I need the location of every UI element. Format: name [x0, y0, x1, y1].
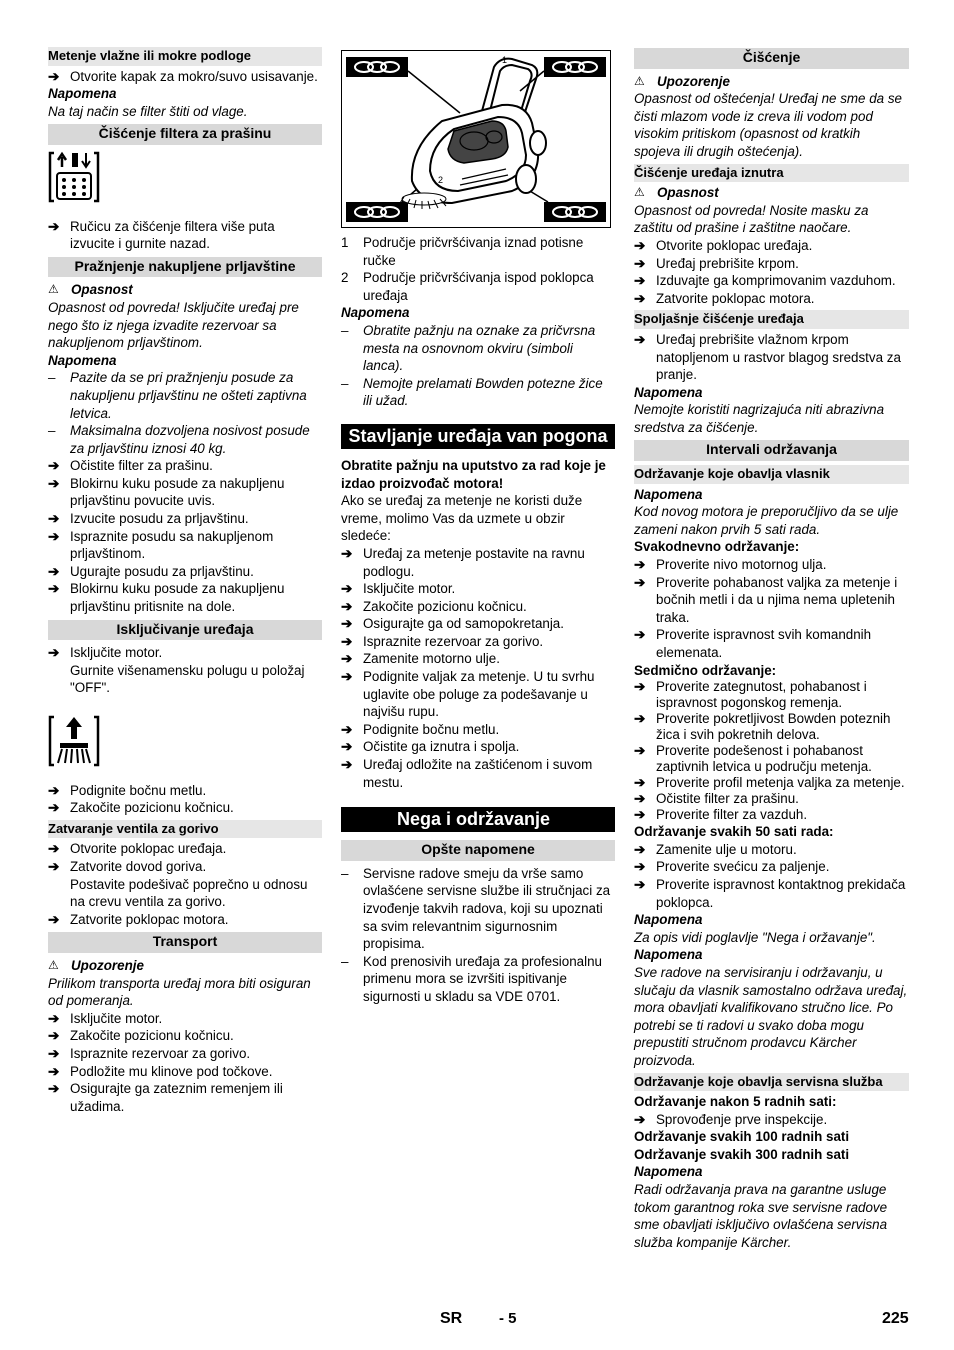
danger-text: Opasnost od povreda! Isključite uređaj pre nego što iz njega izvadite rezervoar sa nakupljenom prljavštinom. — [48, 299, 299, 351]
note-text: Nemojte koristiti nagrizajuća niti abrazivna sredstva za čišćenje. — [634, 402, 885, 435]
arrow-icon: ➔ — [634, 273, 646, 289]
column-right: Čišćenje ⚠ Upozorenje Opasnost od oštećenja! Uređaj ne sme da se čisti mlazom vode iz creva ili vodom pod visokim pritiskom (opasnost od kratkih spojeva ili drugih oštećenja). Čišćenje uređaja iznutra ⚠ Opasnost Opasnost od povreda! Nosite masku za zaštitu od prašine i zaštitne naočare. ➔ Otvorite poklopac uređaja. ➔ Uređaj prebrišite krpom. ➔ Izduvajte ga komprimovanim vazduhom. ➔ Zatvorite poklopac motora. Spoljašnje čišćenje uređaja ➔ Uređaj prebrišite vlažnom krpom natopljenom u rastvor blagog sredstva za pranje. Napomena Nemojte koristiti nagrizajuća niti abrazivna sredstva za čišćenje. Intervali održavanja Održavanje koje obavlja vlasnik Napomena Kod novog motora je preporučljivo da se ulje zameni nakon prvih 5 sati rada. Svakodnevno održavanje: ➔ Proverite nivo motornog ulja. ➔ Proverite pohabanost valjka za metenje i bočnih metli i da u njima nema upletenih traka. ➔ Proverite ispravnost svih komandnih elemenata. Sedmično održavanje: ➔ Proverite zategnutost, pohabanost i ispravnost pogonskog remenja. ➔ Proverite pokretljivost Bowden poteznih žica i svih pokretnih delova. ➔ Proverite podešenost i pohabanost zaptivnih letvica u području metenja. ➔ Proverite profil metenja valjka za metenje. ➔ Očistite filter za prašinu. ➔ Proverite filter za vazduh. Održavanje svakih 50 sati rada: ➔ Zamenite ulje u motoru. ➔ Proverite svećicu za paljenje. ➔ Proverite ispravnost kontaktnog prekidača poklopca. Napomena Za opis vidi poglavlje "Nega i oržavanje". Napomena Sve radove na servisiranju i održavanju, u slučaju da vlasnik samostalno održava uređaj, mora obavljati kvalifikovano stručno lice. Po potrebi se ti radovi u svako doba mogu prepustiti stručnom prodavcu Kärcher proizvoda. Održavanje koje obavlja servisna služba Održavanje nakon 5 radnih sati: ➔ Sprovođenje prve inspekcije. Održavanje svakih 100 radnih sati Održavanje svakih 300 radnih sati Napomena Radi održavanja prava na garantne usluge tokom garantnog roka sve servisne radove sme obavljati isključivo ovlašćena servisna služba kompanije Kärcher. — [634, 49, 908, 1250]
note-label: Napomena — [48, 352, 117, 368]
step: ➔ Otvorite poklopac uređaja. — [48, 841, 227, 857]
step: ➔ Očistite filter za prašinu. — [48, 458, 213, 474]
step: ➔ Proverite ispravnost kontaktnog prekidača poklopca. — [634, 876, 906, 910]
step: ➔ Proverite ispravnost svih komandnih elemenata. — [634, 627, 872, 660]
step: ➔ Uređaj prebrišite krpom. — [634, 255, 799, 271]
arrow-icon: ➔ — [634, 791, 646, 807]
dash-item: – Maksimalna dozvoljena nosivost posude za prljavštinu iznosi 40 kg. — [48, 423, 310, 456]
note-text: Za opis vidi poglavlje "Nega i oržavanje". — [634, 929, 876, 945]
note-label: Napomena — [634, 947, 703, 963]
step: ➔ Isključite motor. — [48, 1010, 163, 1026]
arrow-icon: ➔ — [48, 511, 60, 527]
step: ➔ Proverite zategnutost, pohabanost i ispravnost pogonskog remenja. — [634, 679, 867, 711]
step: ➔ Zamenite motorno ulje. — [341, 651, 500, 667]
note-label: Napomena — [341, 305, 410, 321]
step: ➔ Blokirnu kuku posude za nakupljenu prljavštinu pritisnite na dole. — [48, 581, 285, 615]
arrow-icon: ➔ — [48, 1063, 60, 1079]
section-title: Čišćenje uređaja iznutra — [634, 164, 909, 183]
note-label: Napomena — [48, 86, 117, 102]
section-title: Zatvaranje ventila za gorivo — [48, 820, 322, 839]
arrow-icon: ➔ — [634, 841, 646, 857]
section-title: Održavanje koje obavlja servisna služba — [634, 1073, 909, 1092]
section-title: Transport — [48, 932, 322, 953]
dash-item: – Obratite pažnju na oznake za pričvrsna mesta na osnovnom okviru (simboli lanca). — [341, 322, 596, 374]
legend-item: 1 Područje pričvršćivanja iznad potisne ručke — [341, 235, 584, 268]
step: ➔ Podignite valjak za metenje. U tu svrhu uglavite obe poluge za podešavanje u najvišu rupu. — [341, 669, 595, 720]
step: ➔ Proverite pohabanost valjka za metenje i bočnih metli i da u njima nema upletenih traka. — [634, 574, 898, 625]
dash-item: – Pazite da se pri pražnjenju posude za nakupljenu prljavštinu ne ošteti zaptivna letvica. — [48, 370, 307, 421]
arrow-icon: ➔ — [634, 859, 646, 875]
step: ➔ Zakočite pozicionu kočnicu. — [341, 598, 527, 614]
group-label: Održavanje svakih 300 radnih sati — [634, 1146, 850, 1162]
step: ➔ Proverite profil metenja valjka za metenje. — [634, 775, 905, 791]
intro-text: Ako se uređaj za metenje ne koristi duže vreme, molimo Vas da uzmete u obzir sledeće: — [341, 493, 583, 544]
step: ➔ Isključite motor. — [341, 581, 456, 597]
note-label: Napomena — [634, 912, 703, 928]
step: ➔ Očistite ga iznutra i spolja. — [341, 739, 520, 755]
section-title: Opšte napomene — [341, 840, 615, 861]
arrow-icon: ➔ — [634, 331, 646, 347]
group-label: Sedmično održavanje: — [634, 662, 777, 678]
step: ➔ Ispraznite posudu sa nakupljenom prljavštinom. — [48, 528, 274, 562]
step: ➔ Izvucite posudu za prljavštinu. — [48, 511, 249, 527]
step: ➔ Isključite motor. — [48, 645, 163, 661]
group-label: Održavanje svakih 50 sati rada: — [634, 824, 834, 840]
step: ➔ Proverite filter za vazduh. — [634, 807, 808, 823]
dash-item: – Nemojte prelamati Bowden potezne žice ili užad. — [341, 375, 603, 409]
note-text: Radi održavanja prava na garantne usluge tokom garantnog roka sve servisne radove sme obavljati isključivo ovlašćena servisna služba kompanije Kärcher. — [634, 1182, 888, 1250]
arrow-icon: ➔ — [48, 458, 60, 474]
step: ➔ Ugurajte posudu za prljavštinu. — [48, 563, 254, 579]
sweeper-figure — [341, 50, 611, 228]
arrow-icon: ➔ — [48, 1045, 60, 1061]
section-title: Održavanje koje obavlja vlasnik — [634, 465, 909, 484]
arrow-icon: ➔ — [48, 800, 60, 816]
intro-bold: Obratite pažnju na uputstvo za rad koje je izdao proizvođač motora! — [341, 457, 606, 491]
arrow-icon: ➔ — [48, 1010, 60, 1026]
arrow-icon: ➔ — [634, 627, 646, 643]
arrow-icon: ➔ — [634, 743, 646, 759]
arrow-icon: ➔ — [48, 218, 60, 234]
warning-text: Prilikom transporta uređaj mora biti osiguran od pomeranja. — [48, 975, 311, 1009]
filter-cleaning-icon — [48, 149, 322, 210]
column-middle — [341, 44, 615, 1006]
arrow-icon: ➔ — [48, 563, 60, 579]
arrow-icon: ➔ — [48, 1081, 60, 1097]
step: ➔ Uređaj odložite na zaštićenom i suvom mestu. — [341, 757, 593, 790]
step: ➔ Zamenite ulje u motoru. — [634, 841, 797, 857]
arrow-icon: ➔ — [634, 290, 646, 306]
arrow-icon: ➔ — [48, 911, 60, 927]
arrow-icon: ➔ — [341, 721, 353, 737]
step: ➔ Zakočite pozicionu kočnicu. — [48, 800, 234, 816]
arrow-icon: ➔ — [634, 237, 646, 253]
arrow-icon: ➔ — [341, 739, 353, 755]
arrow-icon: ➔ — [341, 633, 353, 649]
step: ➔ Proverite nivo motornog ulja. — [634, 557, 827, 573]
arrow-icon: ➔ — [634, 679, 646, 695]
section-title: Metenje vlažne ili mokre podloge — [48, 47, 322, 66]
note-label: Napomena — [634, 1164, 703, 1180]
step: ➔ Zakočite pozicionu kočnicu. — [48, 1028, 234, 1044]
note-text: Kod novog motora je preporučljivo da se ulje zameni nakon prvih 5 sati rada. — [634, 504, 899, 537]
warning-text: Opasnost od oštećenja! Uređaj ne sme da se čisti mlazom vode iz creva ili vodom pod visokim pritiskom (opasnost od kratkih spojeva ili drugih oštećenja). — [634, 91, 902, 159]
arrow-icon: ➔ — [341, 581, 353, 597]
arrow-icon: ➔ — [634, 1111, 646, 1127]
arrow-icon: ➔ — [634, 876, 646, 892]
legend-item: 2 Područje pričvršćivanja ispod poklopca uređaja — [341, 270, 594, 303]
step: ➔ Proverite pokretljivost Bowden poteznih žica i svih pokretnih delova. — [634, 711, 891, 743]
warning-triangle-icon: ⚠ — [634, 185, 645, 200]
step: ➔ Zatvorite dovod goriva. — [48, 858, 207, 874]
note-text: Na taj način se filter štiti od vlage. — [48, 103, 248, 119]
chapter-title: Stavljanje uređaja van pogona — [341, 424, 615, 449]
arrow-icon: ➔ — [48, 645, 60, 661]
group-label: Održavanje svakih 100 radnih sati — [634, 1129, 850, 1145]
dash-item: – Servisne radove smeju da vrše samo ovlašćene servisne službe ili stručnjaci za izvođenje takvih radova, koji su upoznati sa svim relevantnim sigurnosnim propisima. — [341, 865, 611, 952]
note-text: Sve radove na servisiranju i održavanju, u slučaju da vlasnik samostalno održava uređaj, mora obavljati kvalifikovano stručno lice. Po potrebi se ti radovi u svako doba mogu prepustiti stručnom prodavcu Kärcher proizvoda. — [634, 964, 908, 1068]
section-title: Spoljašnje čišćenje uređaja — [634, 310, 909, 329]
note-label: Napomena — [634, 384, 703, 400]
arrow-icon: ➔ — [48, 858, 60, 874]
arrow-icon: ➔ — [634, 255, 646, 271]
step: ➔ Osigurajte ga zateznim remenjem ili užadima. — [48, 1081, 283, 1114]
arrow-icon: ➔ — [341, 757, 353, 773]
step: ➔ Očistite filter za prašinu. — [634, 791, 799, 807]
section-title: Pražnjenje nakupljene prljavštine — [48, 257, 322, 278]
step: ➔ Otvorite poklopac uređaja. — [634, 237, 813, 253]
arrow-icon: ➔ — [341, 651, 353, 667]
step: ➔ Ispraznite rezervoar za gorivo. — [341, 633, 544, 649]
arrow-icon: ➔ — [341, 616, 353, 632]
step: ➔ Proverite svećicu za paljenje. — [634, 859, 830, 875]
fig-label-1: 1 — [502, 55, 508, 65]
step: ➔ Podignite bočnu metlu. — [48, 782, 207, 798]
arrow-icon: ➔ — [341, 545, 353, 561]
warning-triangle-icon: ⚠ — [48, 282, 59, 297]
section-title: Čišćenje filtera za prašinu — [48, 124, 322, 145]
arrow-icon: ➔ — [634, 574, 646, 590]
step: ➔ Blokirnu kuku posude za nakupljenu prljavštinu povucite uvis. — [48, 475, 285, 509]
step: ➔ Ispraznite rezervoar za gorivo. — [48, 1045, 251, 1061]
arrow-icon: ➔ — [48, 528, 60, 544]
page-number: 225 — [882, 1310, 909, 1327]
step: ➔ Otvorite kapak za mokro/suvo usisavanje. — [48, 68, 318, 84]
step: ➔ Osigurajte ga od samopokretanja. — [341, 616, 564, 632]
step: ➔ Uređaj prebrišite vlažnom krpom natopljenom u rastvor blagog sredstva za pranje. — [634, 331, 901, 383]
column-left: Metenje vlažne ili mokre podloge ➔ Otvorite kapak za mokro/suvo usisavanje. Napomena Na taj način se filter štiti od vlage. Čišćenje filtera za prašinu ➔ Ručicu za čišćenje filtera više puta izvucite i gurnite nazad. Pražnjenje nakupljene prljavštine ⚠ Opasnost Opasnost od povreda! Isključite uređaj pre nego što iz njega izvadite rezervoar sa nakupljenom prljavštinom. Napomena – Pazite da se pri pražnjenju posude za nakupljenu prljavštinu ne ošteti zaptivna letvica. – Maksimalna dozvoljena nosivost posude za prljavštinu iznosi 40 kg. ➔ Očistite filter za prašinu. ➔ Blokirnu kuku posude za nakupljenu prljavštinu povucite uvis. ➔ Izvucite posudu za prljavštinu. ➔ Ispraznite posudu sa nakupljenom prljavštinom. ➔ Ugurajte posudu za prljavštinu. ➔ Blokirnu kuku posude za nakupljenu prljavštinu pritisnite na dole. Isključivanje uređaja ➔ Isključite motor. Gurnite višenamensku polugu u položaj "OFF". ➔ Podignite bočnu metlu. ➔ Zakočite pozicionu kočnicu. Zatvaranje ventila za gorivo ➔ Otvorite poklopac uređaja. ➔ Zatvorite dovod goriva. Postavite podešivač poprečno u odnosu na crevu ventila za gorivo. ➔ Zatvorite poklopac motora. Transport ⚠ Upozorenje Prilikom transporta uređaj mora biti osiguran od pomeranja. ➔ Isključite motor. ➔ Zakočite pozicionu kočnicu. ➔ Ispraznite rezervoar za gorivo. ➔ Podložite mu klinove pod točkove. ➔ Osigurajte ga zateznim remenjem ili užadima. — [48, 44, 322, 1115]
warning-triangle-icon: ⚠ — [48, 957, 59, 972]
step: ➔ Zatvorite poklopac motora. — [48, 911, 229, 927]
step: ➔ Sprovođenje prve inspekcije. — [634, 1111, 828, 1127]
arrow-icon: ➔ — [634, 557, 646, 573]
arrow-icon: ➔ — [48, 475, 60, 491]
step: ➔ Zatvorite poklopac motora. — [634, 290, 815, 306]
step: ➔ Izduvajte ga komprimovanim vazduhom. — [634, 273, 896, 289]
arrow-icon: ➔ — [341, 669, 353, 685]
step: ➔ Uređaj za metenje postavite na ravnu podlogu. — [341, 545, 585, 579]
chapter-title: Nega i održavanje — [341, 807, 615, 832]
arrow-icon: ➔ — [634, 807, 646, 823]
section-title: Čišćenje — [634, 48, 909, 69]
step: ➔ Podložite mu klinove pod točkove. — [48, 1063, 273, 1079]
group-label: Održavanje nakon 5 radnih sati: — [634, 1094, 837, 1110]
section-title: Isključivanje uređaja — [48, 620, 322, 641]
arrow-icon: ➔ — [341, 598, 353, 614]
group-label: Svakodnevno održavanje: — [634, 539, 800, 555]
arrow-icon: ➔ — [48, 68, 60, 84]
section-title: Intervali održavanja — [634, 440, 909, 461]
dash-item: – Kod prenosivih uređaja za profesionalnu primenu mora se izvršiti ispitivanje sigurnosti u skladu sa VDE 0701. — [341, 953, 602, 1004]
note-label: Napomena — [634, 486, 703, 502]
step: ➔ Ručicu za čišćenje filtera više puta izvucite i gurnite nazad. — [48, 218, 275, 252]
arrow-icon: ➔ — [48, 581, 60, 597]
arrow-icon: ➔ — [634, 711, 646, 727]
local-page-number: - 5 — [499, 1310, 517, 1327]
language-code: SR — [440, 1310, 463, 1327]
brush-lift-icon — [48, 713, 322, 774]
arrow-icon: ➔ — [48, 782, 60, 798]
step: ➔ Podignite bočnu metlu. — [341, 721, 500, 737]
step: ➔ Proverite podešenost i pohabanost zaptivnih letvica u području metenja. — [634, 743, 872, 775]
danger-text: Opasnost od povreda! Nosite masku za zaštitu od prašine i zaštitne naočare. — [634, 202, 869, 236]
arrow-icon: ➔ — [48, 1028, 60, 1044]
arrow-icon: ➔ — [634, 775, 646, 791]
fig-label-2: 2 — [438, 175, 444, 185]
warning-triangle-icon: ⚠ — [634, 73, 645, 88]
arrow-icon: ➔ — [48, 841, 60, 857]
